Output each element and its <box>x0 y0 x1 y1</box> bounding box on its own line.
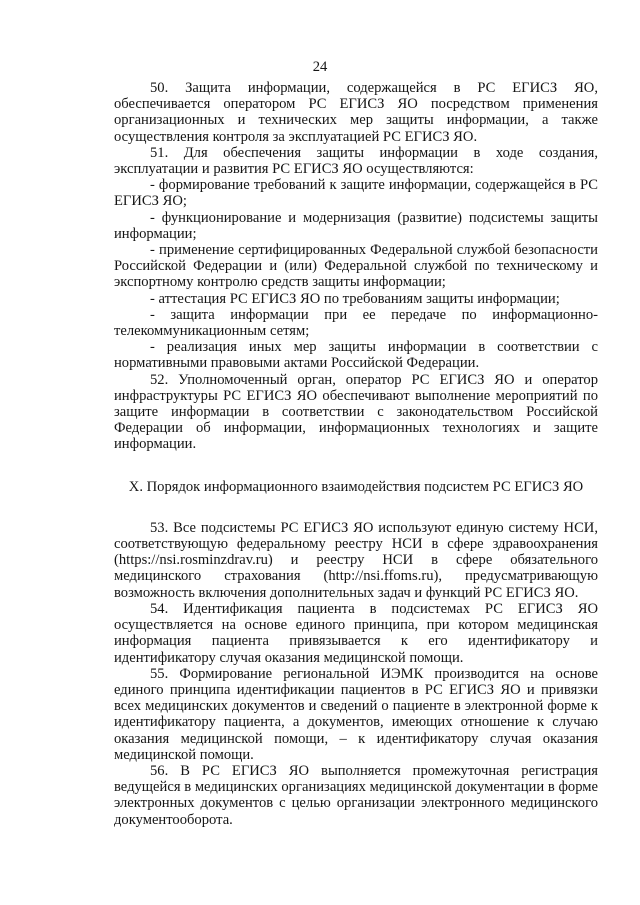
list-item-certified-tools: - применение сертифицированных Федеральной службой безопасности Российской Федерации и (или) Федеральной службой по техническому и экспортному контролю средств защиты информации; <box>114 242 598 291</box>
list-item-modernization: - функционирование и модернизация (развитие) подсистемы защиты информации; <box>114 209 598 242</box>
paragraph-53: 53. Все подсистемы РС ЕГИСЗ ЯО используют единую систему НСИ, соответствующую федеральному реестру НСИ в сфере здравоохранения (https://nsi.rosminzdrav.ru) и реестру НСИ в сфере обязательного медицинского страхования (http://nsi.ffoms.ru), предусматривающую возможность включения дополнительных задач и функций РС ЕГИСЗ ЯО. <box>114 519 598 601</box>
list-item-requirements: - формирование требований к защите информации, содержащейся в РС ЕГИСЗ ЯО; <box>114 177 598 210</box>
document-body <box>114 80 598 828</box>
section-heading: X. Порядок информационного взаимодействия подсистем РС ЕГИСЗ ЯО <box>128 478 584 495</box>
list-item-other-measures: - реализация иных мер защиты информации в соответствии с нормативными правовыми актами Российской Федерации. <box>114 339 598 372</box>
list-item-attestation: - аттестация РС ЕГИСЗ ЯО по требованиям защиты информации; <box>150 290 560 307</box>
paragraph-56: 56. В РС ЕГИСЗ ЯО выполняется промежуточная регистрация ведущейся в медицинских организациях медицинской документации в форме электронных документов с целью организации электронного медицинского документооборота. <box>114 762 598 828</box>
paragraph-51: 51. Для обеспечения защиты информации в ходе создания, эксплуатации и развития РС ЕГИСЗ ЯО осуществляются: <box>114 144 598 178</box>
paragraph-54: 54. Идентификация пациента в подсистемах РС ЕГИСЗ ЯО осуществляется на основе единого принципа, при котором медицинская информация пациента привязывается к его идентификатору и идентификатору случая оказания медицинской помощи. <box>114 600 598 666</box>
list-item-transmission-protection: - защита информации при ее передаче по информационно-телекоммуникационным сетям; <box>114 306 598 340</box>
page-number: 24 <box>312 59 328 75</box>
paragraph-55: 55. Формирование региональной ИЭМК производится на основе единого принципа идентификации пациентов в РС ЕГИСЗ ЯО и привязки всех медицинских документов и сведений о пациенте в электронной форме к идентификатору пациента, а документов, имеющих отношение к случаю оказания медицинской помощи, – к идентификатору случая оказания медицинской помощи. <box>114 665 598 763</box>
paragraph-50: 50. Защита информации, содержащейся в РС ЕГИСЗ ЯО, обеспечивается оператором РС ЕГИСЗ ЯО посредством применения организационных и технических мер защиты информации, а также осуществления контроля за эксплуатацией РС ЕГИСЗ ЯО. <box>114 80 598 145</box>
paragraph-52: 52. Уполномоченный орган, оператор РС ЕГИСЗ ЯО и оператор инфраструктуры РС ЕГИСЗ ЯО обеспечивают выполнение мероприятий по защите информации в соответствии с законодательством Российской Федерации об информации, информационных технологиях и защите информации. <box>114 371 598 453</box>
